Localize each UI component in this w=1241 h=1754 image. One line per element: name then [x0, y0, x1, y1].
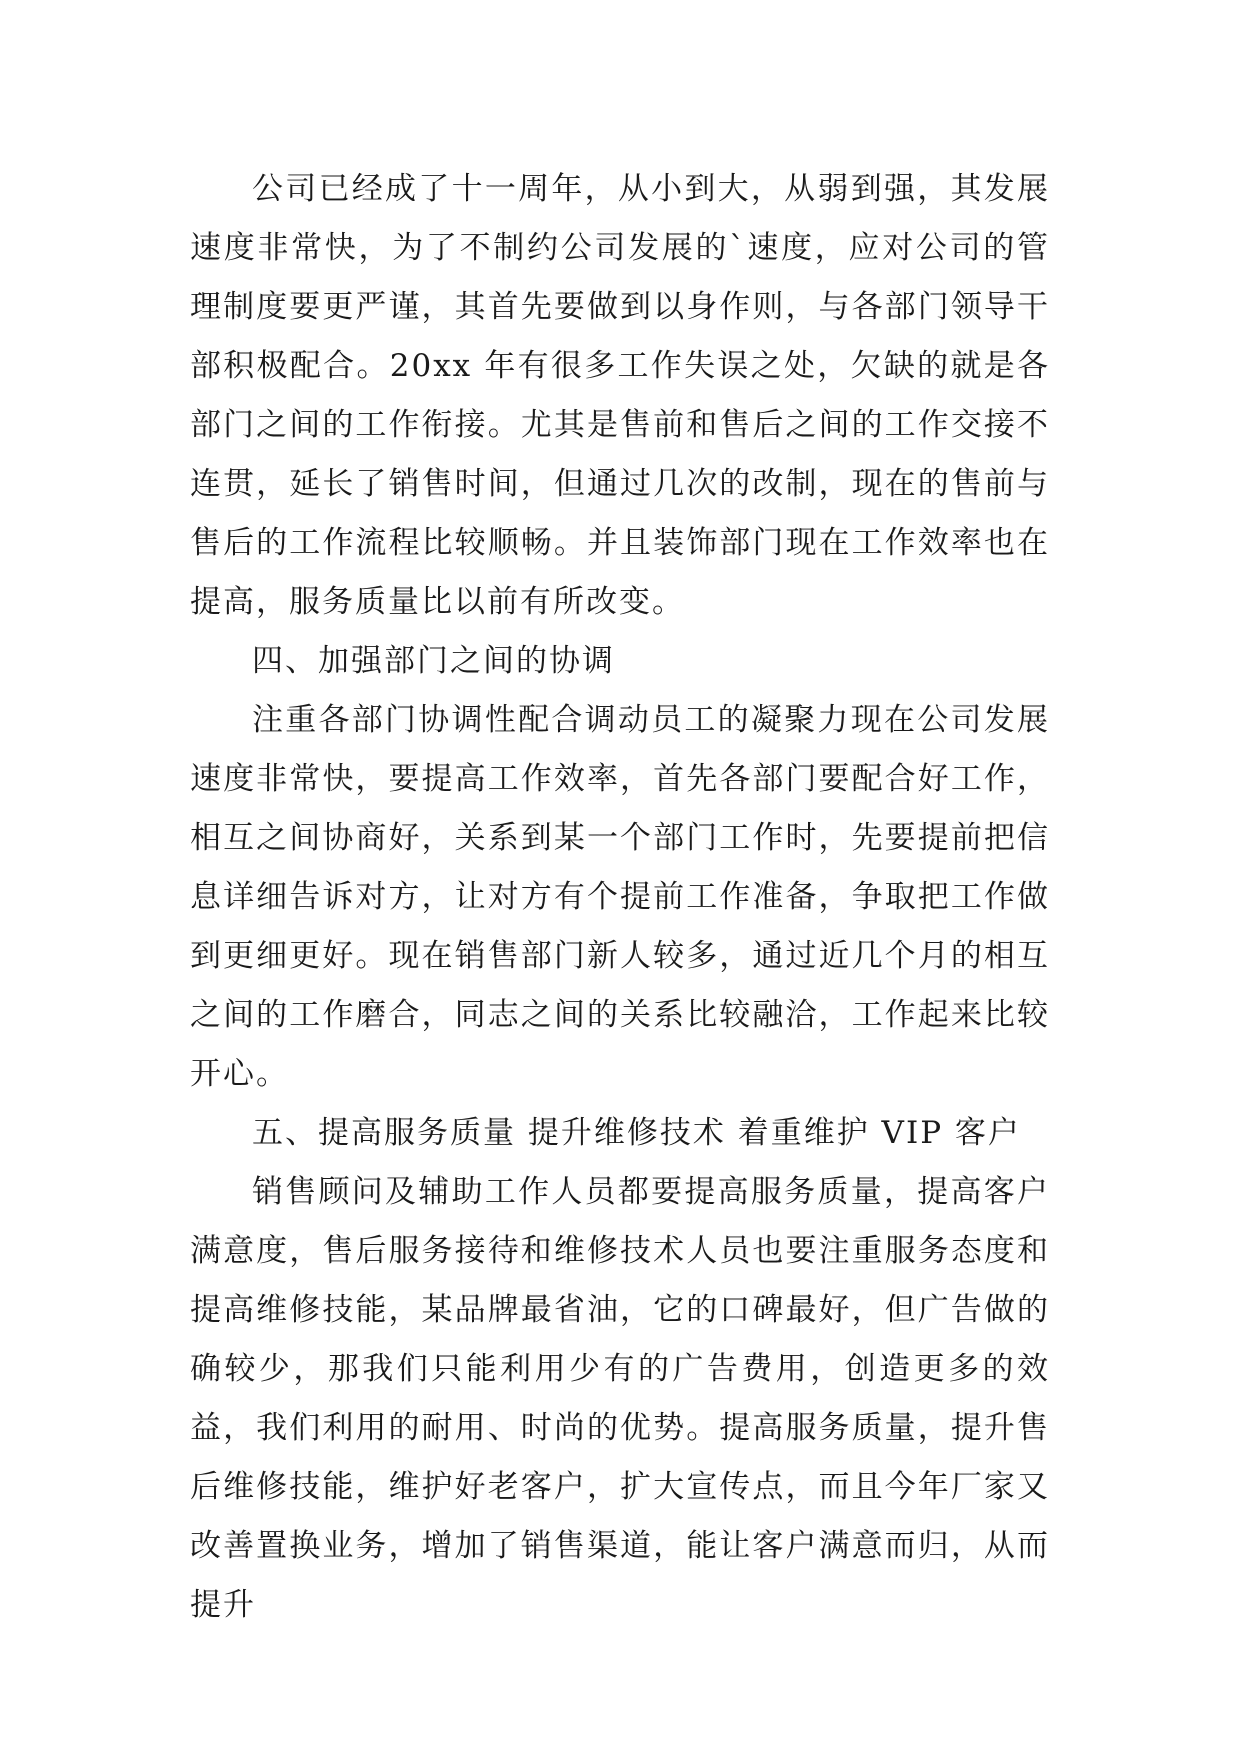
paragraph-service-quality: 销售顾问及辅助工作人员都要提高服务质量，提高客户满意度，售后服务接待和维修技术人员也要注重服务态度和提高维修技能，某品牌最省油，它的口碑最好，但广告做的确较少，那我们只能利用少有的广告费用，创造更多的效益，我们利用的耐用、时尚的优势。提高服务质量，提升售后维修技能，维护好老客户，扩大宣传点，而且今年厂家又改善置换业务，增加了销售渠道，能让客户满意而归，从而提升 [190, 1174, 1050, 1623]
paragraph-department-coordination: 注重各部门协调性配合调动员工的凝聚力现在公司发展速度非常快，要提高工作效率，首先各部门要配合好工作，相互之间协商好，关系到某一个部门工作时，先要提前把信息详细告诉对方，让对方有个提前工作准备，争取把工作做到更细更好。现在销售部门新人较多，通过近几个月的相互之间的工作磨合，同志之间的关系比较融洽，工作起来比较开心。 [190, 702, 1050, 1092]
section-heading-five: 五、提高服务质量 提升维修技术 着重维护 VIP 客户 [252, 1115, 1021, 1151]
paragraph-company-development: 公司已经成了十一周年，从小到大，从弱到强，其发展速度非常快，为了不制约公司发展的`速度，应对公司的管理制度要更严谨，其首先要做到以身作则，与各部门领导干部积极配合。20xx 年有很多工作失误之处，欠缺的就是各部门之间的工作衔接。尤其是售前和售后之间的工作交接不连贯，延长了销售时间，但通过几次的改制，现在的售前与售后的工作流程比较顺畅。并且装饰部门现在工作效率也在提高，服务质量比以前有所改变。 [190, 171, 1050, 620]
document-body [190, 160, 1050, 1635]
section-heading-four: 四、加强部门之间的协调 [252, 643, 615, 679]
